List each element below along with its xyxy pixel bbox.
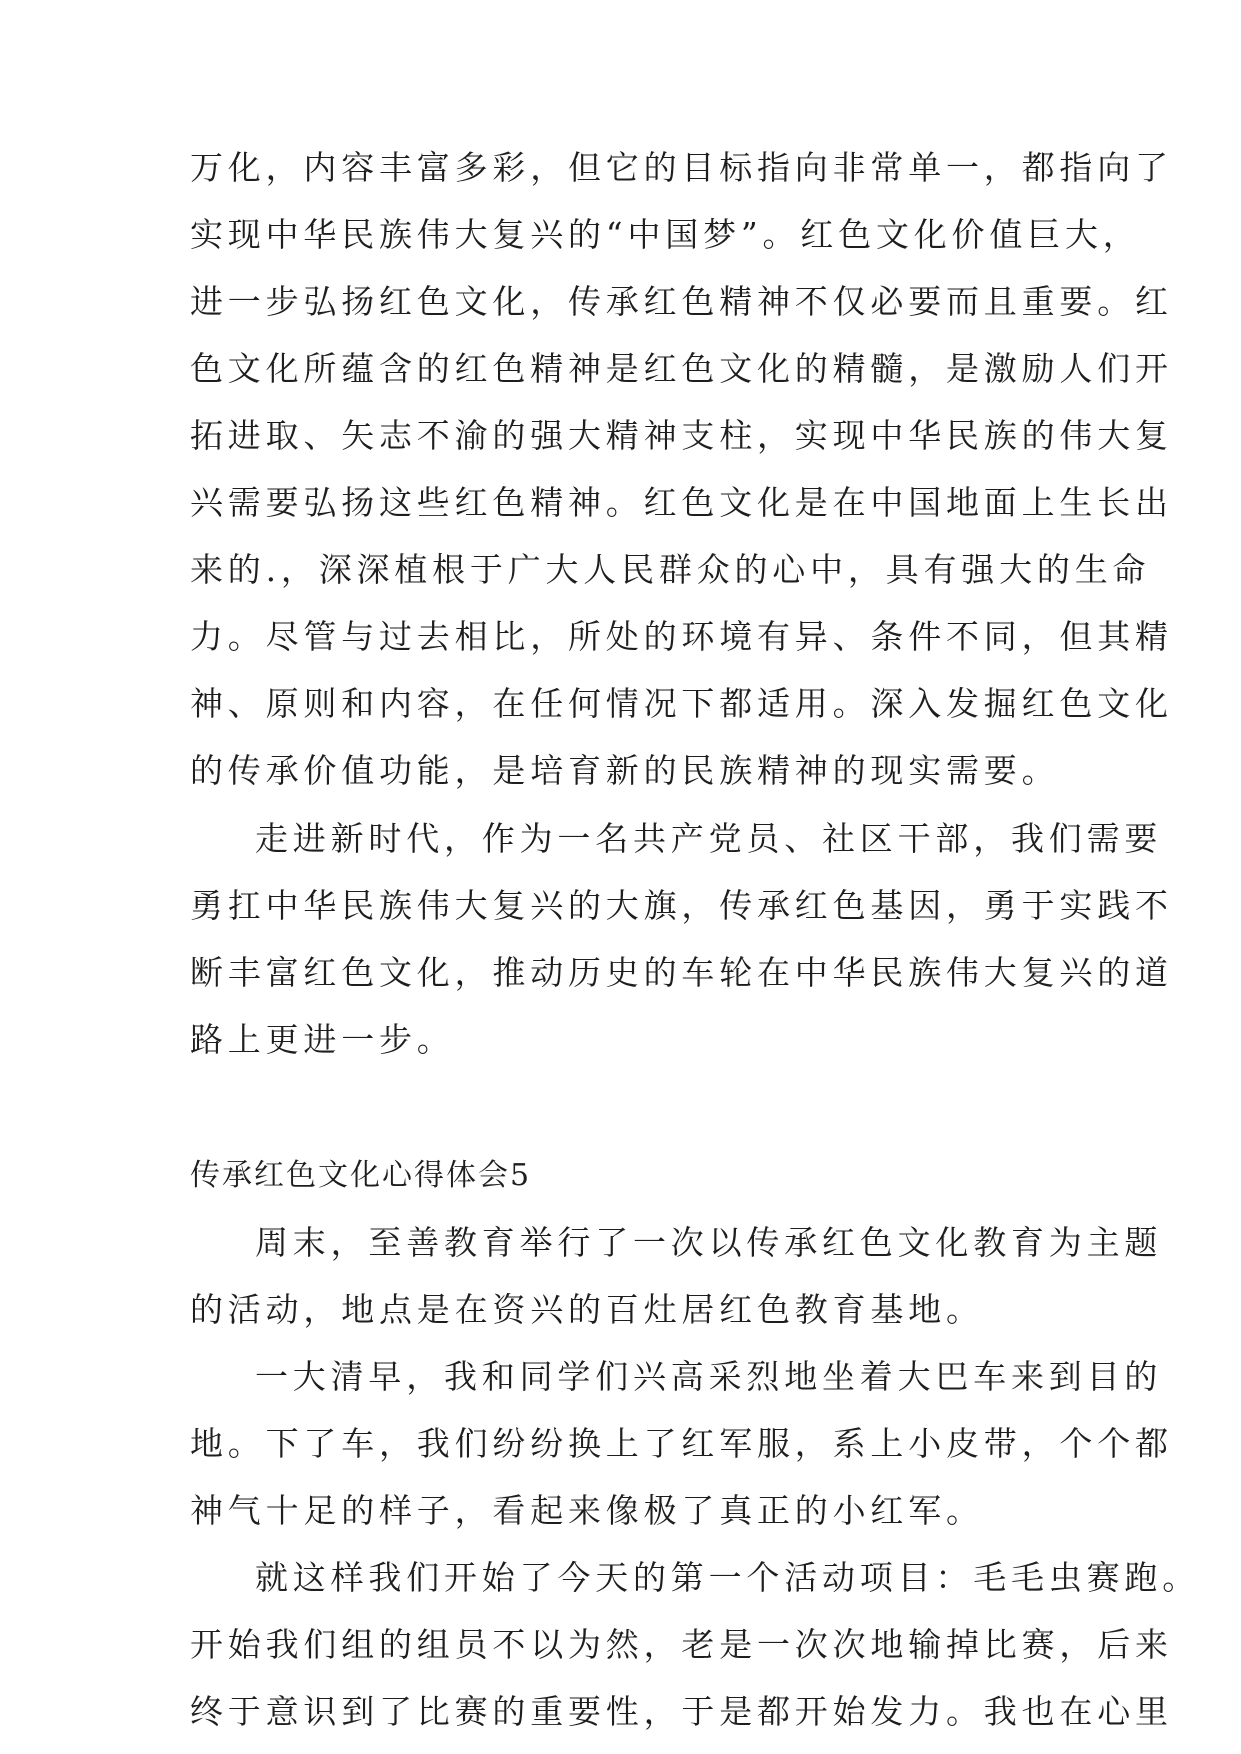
paragraph-line: 力。尽管与过去相比，所处的环境有异、条件不同，但其精 xyxy=(190,617,1173,656)
paragraph-line: 的传承价值功能，是培育新的民族精神的现实需要。 xyxy=(190,751,1060,790)
paragraph-line: 拓进取、矢志不渝的强大精神支柱，实现中华民族的伟大复 xyxy=(190,416,1173,455)
section-heading: 传承红色文化心得体会5 xyxy=(190,1158,532,1193)
paragraph-line: 的活动，地点是在资兴的百灶居红色教育基地。 xyxy=(190,1290,984,1329)
paragraph-line: 断丰富红色文化，推动历史的车轮在中华民族伟大复兴的道 xyxy=(190,953,1173,992)
paragraph-line: 终于意识到了比赛的重要性，于是都开始发力。我也在心里 xyxy=(190,1692,1173,1731)
paragraph-line: 地。下了车，我们纷纷换上了红军服，系上小皮带，个个都 xyxy=(190,1424,1173,1463)
paragraph-line: 实现中华民族伟大复兴的“中国梦”。红色文化价值巨大， xyxy=(190,215,1141,254)
paragraph-line-indented: 就这样我们开始了今天的第一个活动项目：毛毛虫赛跑。 xyxy=(255,1558,1200,1597)
paragraph-line: 万化，内容丰富多彩，但它的目标指向非常单一，都指向了 xyxy=(190,148,1173,187)
paragraph-line: 开始我们组的组员不以为然，老是一次次地输掉比赛，后来 xyxy=(190,1625,1173,1664)
paragraph-line: 勇扛中华民族伟大复兴的大旗，传承红色基因，勇于实践不 xyxy=(190,886,1173,925)
paragraph-line-indented: 一大清早，我和同学们兴高采烈地坐着大巴车来到目的 xyxy=(255,1357,1163,1396)
paragraph-line: 色文化所蕴含的红色精神是红色文化的精髓，是激励人们开 xyxy=(190,349,1173,388)
paragraph-line: 来的.，深深植根于广大人民群众的心中，具有强大的生命 xyxy=(190,550,1151,589)
paragraph-line-indented: 走进新时代，作为一名共产党员、社区干部，我们需要 xyxy=(255,819,1163,858)
paragraph-line: 神气十足的样子，看起来像极了真正的小红军。 xyxy=(190,1491,984,1530)
paragraph-line: 兴需要弘扬这些红色精神。红色文化是在中国地面上生长出 xyxy=(190,483,1173,522)
paragraph-line: 进一步弘扬红色文化，传承红色精神不仅必要而且重要。红 xyxy=(190,282,1173,321)
paragraph-line-indented: 周末，至善教育举行了一次以传承红色文化教育为主题 xyxy=(255,1223,1163,1262)
paragraph-line: 神、原则和内容，在任何情况下都适用。深入发掘红色文化 xyxy=(190,684,1173,723)
paragraph-line: 路上更进一步。 xyxy=(190,1020,455,1059)
